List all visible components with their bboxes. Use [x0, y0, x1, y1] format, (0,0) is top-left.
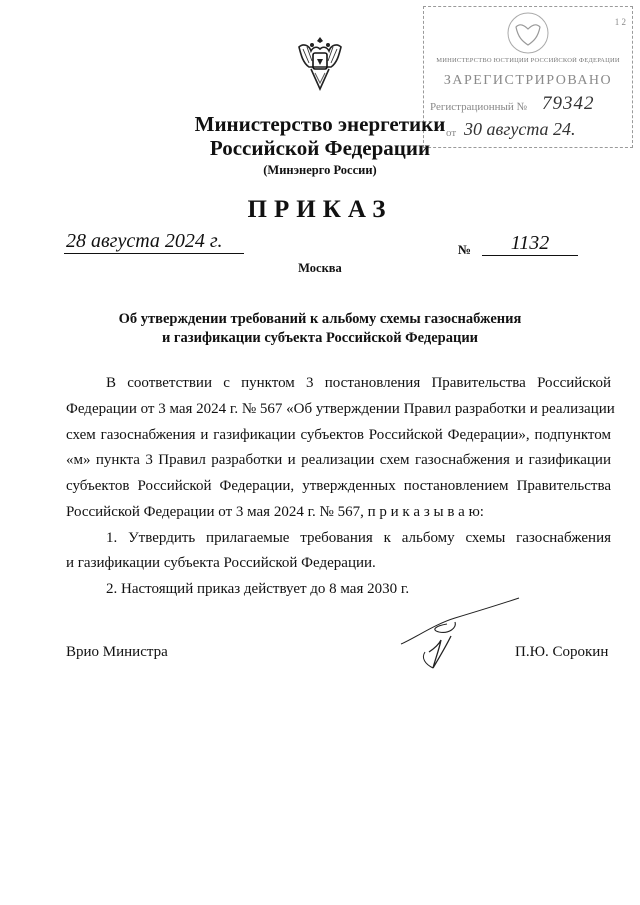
item-1-line: 1. Утвердить прилагаемые требования к альбому схемы газоснабжения	[106, 530, 611, 546]
document-type-title: ПРИКАЗ	[247, 196, 393, 223]
stamp-date-value: 30 августа 24.	[464, 119, 576, 139]
stamp-from-label: от	[446, 127, 457, 139]
stamp-reg-number-value: 79342	[542, 93, 595, 114]
city: Москва	[298, 261, 342, 275]
handwritten-signature	[395, 594, 525, 674]
signatory-name: П.Ю. Сорокин	[515, 644, 609, 660]
stamp-registered-label: ЗАРЕГИСТРИРОВАНО	[443, 73, 613, 88]
ministry-name-line2: Российской Федерации	[209, 136, 431, 160]
preamble-line: В соответствии с пунктом 3 постановления Правительства Российской	[106, 375, 611, 391]
stamp-reg-number-label: Регистрационный №	[430, 101, 528, 113]
item-2: 2. Настоящий приказ действует до 8 мая 2030 г.	[106, 581, 410, 597]
stamp-organization: МИНИСТЕРСТВО ЮСТИЦИИ РОССИЙСКОЙ ФЕДЕРАЦИИ	[436, 57, 620, 64]
item-1-line: и газификации субъекта Российской Федерации.	[66, 555, 376, 571]
order-number-label: №	[458, 242, 472, 257]
preamble-line: субъектов Российской Федерации, утвержденных постановлением Правительства	[66, 478, 611, 494]
order-number-handwritten: 1132	[482, 232, 578, 256]
preamble-line: схем газоснабжения и газификации субъектов Российской Федерации», подпунктом	[66, 427, 611, 443]
order-date-handwritten: 28 августа 2024 г.	[64, 230, 244, 254]
stamp-emblem-icon	[506, 11, 550, 55]
signatory-position: Врио Министра	[66, 644, 168, 660]
preamble-line: Российской Федерации от 3 мая 2024 г. № 567, п р и к а з ы в а ю:	[66, 504, 484, 520]
ministry-name-line1: Министерство энергетики	[194, 112, 446, 136]
subject-line1: Об утверждении требований к альбому схемы газоснабжения	[118, 311, 522, 327]
stamp-page-number: 1 2	[614, 17, 626, 27]
preamble-line: «м» пункта 3 Правил разработки и реализации схем газоснабжения и газификации	[66, 452, 611, 468]
ministry-short-name: (Минэнерго России)	[263, 163, 377, 177]
preamble-line: Федерации от 3 мая 2024 г. № 567 «Об утверждении Правил разработки и реализации	[66, 401, 615, 417]
coat-of-arms-emblem	[293, 33, 347, 95]
subject-line2: и газификации субъекта Российской Федерации	[161, 330, 479, 346]
